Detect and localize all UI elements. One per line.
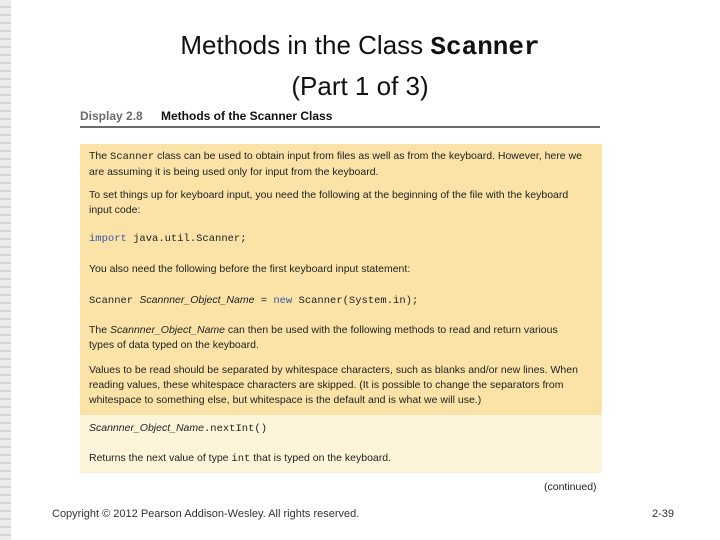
display-title: Methods of the Scanner Class	[161, 109, 333, 123]
text: are assuming it is being used only for input from the keyboard.	[89, 166, 379, 178]
object-name: Scannner_Object_Name	[110, 324, 225, 336]
import-statement	[89, 232, 594, 247]
display-header	[80, 108, 600, 128]
method-description	[89, 451, 594, 467]
text: The	[89, 150, 111, 162]
paragraph-setup	[89, 188, 594, 218]
page-number: 2-39	[652, 508, 675, 520]
text: reading values, these whitespace characters are skipped. (It is possible to change the separators from	[89, 379, 564, 391]
code-text: java.util.Scanner;	[126, 233, 247, 245]
slide-title-text: Methods in the Class	[180, 30, 431, 60]
code-text: Scanner	[89, 295, 140, 307]
footer-copyright: Copyright © 2012 Pearson Addison-Wesley. All rights reserved.	[52, 508, 360, 520]
method-signature	[89, 421, 594, 437]
text: class can be used to obtain input from files as well as from the keyboard. However, here we	[154, 150, 582, 162]
display-label: Display 2.8	[80, 109, 143, 123]
continued-label: (continued)	[544, 481, 597, 493]
code-text: =	[254, 295, 274, 307]
keyword: import	[89, 233, 127, 245]
paragraph-methods	[89, 323, 594, 353]
slide-subtitle: (Part 1 of 3)	[291, 71, 429, 101]
paragraph-intro	[89, 149, 594, 180]
code-text: int	[231, 453, 251, 465]
code-text: Scanner	[110, 151, 155, 163]
text: whitespace to something else, but whitespace is the default and is what we will use.)	[89, 394, 482, 406]
slide-title	[0, 30, 720, 62]
text: that is typed on the keyboard.	[250, 452, 392, 464]
code-text: Scanner(System.in);	[292, 295, 419, 307]
paragraph-whitespace	[89, 363, 594, 408]
keyword: new	[273, 295, 293, 307]
paragraph-before-input	[89, 262, 594, 277]
text: can then be used with the following methods to read and return various	[225, 324, 558, 336]
text: Values to be read should be separated by whitespace characters, such as blanks and/or new lines. When	[89, 364, 578, 376]
text: types of data typed on the keyboard.	[89, 339, 259, 351]
slide-title-code: Scanner	[430, 32, 540, 62]
object-name: Scannner_Object_Name	[89, 422, 204, 434]
object-name: Scannner_Object_Name	[139, 294, 255, 306]
text: input code:	[89, 204, 141, 216]
scanner-declaration	[89, 293, 594, 309]
method-call: .nextInt()	[203, 423, 267, 435]
text: To set things up for keyboard input, you need the following at the beginning of the file with the keyboard	[89, 189, 569, 201]
text: You also need the following before the first keyboard input statement:	[89, 263, 411, 275]
text: Returns the next value of type	[89, 452, 232, 464]
text: The	[89, 324, 111, 336]
